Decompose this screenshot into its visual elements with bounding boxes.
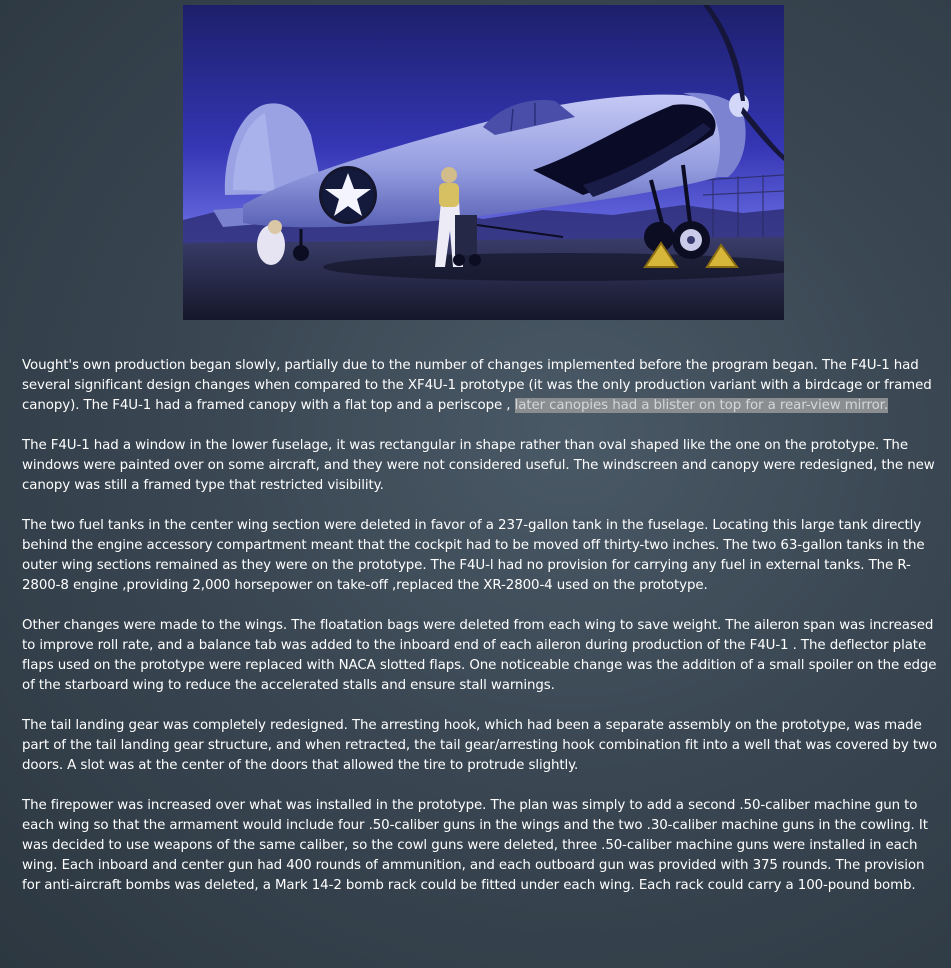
paragraph-wings: Other changes were made to the wings. The floatation bags were deleted from each wing to save weight. The aileron span was increased to improve roll rate, and a balance tab was added to the inboard end of each aileron during production of the F4U-1 . The deflector plate flaps used on the prototype were replaced with NACA slotted flaps. One noticeable change was the addition of a small spoiler on the edge of the starboard wing to reduce the accelerated stalls and ensure stall warnings.: [22, 618, 937, 693]
aircraft-photo: [183, 5, 784, 320]
paragraph-firepower: The firepower was increased over what was installed in the prototype. The plan was simply to add a second .50-caliber machine gun to each wing so that the armament would include four .50-caliber guns in the wings and the two .30-caliber machine guns in the cowling. It was decided to use weapons of the same caliber, so the cowl guns were deleted, three .50-caliber machine guns were installed in each wing. Each inboard and center gun had 400 rounds of ammunition, and each outboard gun was provided with 375 rounds. The provision for anti-aircraft bombs was deleted, a Mark 14-2 bomb rack could be fitted under each wing. Each rack could carry a 100-pound bomb.: [22, 798, 928, 893]
highlighted-text: later canopies had a blister on top for a rear-view mirror.: [514, 398, 888, 413]
aircraft-photo-drawing: [183, 5, 784, 320]
paragraph-window: The F4U-1 had a window in the lower fuselage, it was rectangular in shape rather than oval shaped like the one on the prototype. The windows were painted over on some aircraft, and they were not considered useful. The windscreen and canopy were redesigned, the new canopy was still a framed type that restricted visibility.: [22, 438, 935, 493]
paragraph-production: [22, 356, 942, 416]
paragraph-tail-gear: The tail landing gear was completely redesigned. The arresting hook, which had been a separate assembly on the prototype, was made part of the tail landing gear structure, and when retracted, the tail gear/arresting hook combination fit into a well that was covered by two doors. A slot was at the center of the doors that allowed the tire to protrude slightly.: [22, 718, 937, 773]
paragraph-fuel-tanks: The two fuel tanks in the center wing section were deleted in favor of a 237-gallon tank in the fuselage. Locating this large tank directly behind the engine accessory compartment meant that the cockpit had to be moved off thirty-two inches. The two 63-gallon tanks in the outer wing sections remained as they were on the prototype. The F4U-l had no provision for carrying any fuel in external tanks. The R-2800-8 engine ,providing 2,000 horsepower on take-off ,replaced the XR-2800-4 used on the prototype.: [22, 518, 925, 593]
paragraph-production-text: Vought's own production began slowly, partially due to the number of changes implemented before the program began. The F4U-1 had several significant design changes when compared to the XF4U-1 prototype (it was the only production variant with a birdcage or framed canopy). The F4U-1 had a framed canopy with a flat top and a periscope ,: [22, 358, 932, 413]
article-text: [22, 356, 942, 916]
